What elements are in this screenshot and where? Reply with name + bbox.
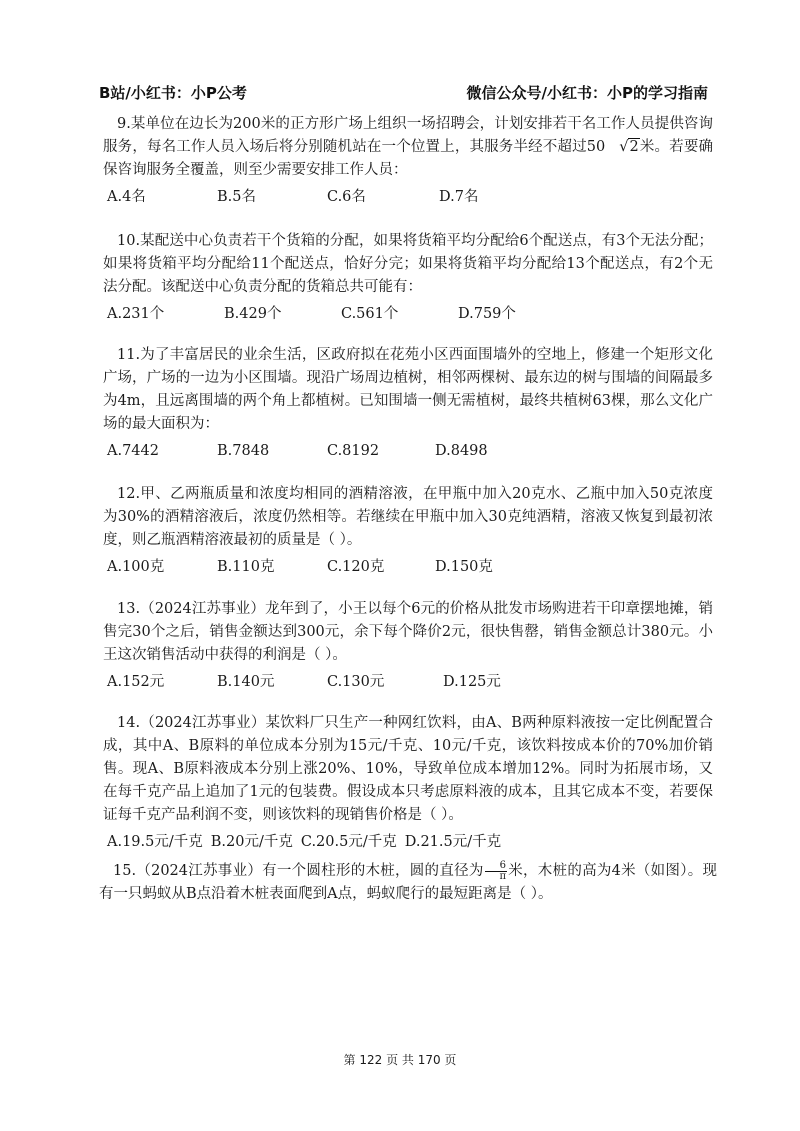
option-d: D.21.5元/千克 (404, 834, 502, 850)
option-d: D.125元 (443, 674, 501, 690)
option-a: A.19.5元/千克 (107, 834, 203, 850)
question-stem (103, 113, 713, 182)
option-b: B.20元/千克 (210, 834, 293, 850)
question-15 (99, 860, 717, 906)
question-stem (99, 860, 717, 906)
option-a: A.4名 (107, 189, 146, 205)
question-13 (103, 598, 713, 694)
option-a: A.100克 (107, 559, 165, 575)
question-text: 9.某单位在边长为200米的正方形广场上组织一场招聘会，计划安排若干名工作人员提供咨询服务，每名工作人员入场后将分别随机站在一个位置上，其服务半经不超过50 (103, 116, 713, 155)
option-d: D.759个 (458, 306, 516, 322)
sqrt-symbol: √2 (619, 139, 639, 155)
question-11 (103, 344, 713, 463)
options (103, 556, 713, 579)
fraction-numerator: 6 (485, 861, 507, 872)
option-d: D.7名 (439, 189, 479, 205)
header-left: B站/小红书：小P公考 (99, 84, 247, 102)
option-d: D.8498 (435, 443, 488, 459)
question-stem: 11.为了丰富居民的业余生活，区政府拟在花苑小区西面围墙外的空地上，修建一个矩形文化广场，广场的一边为小区围墙。现沿广场周边植树，相邻两棵树、最东边的树与围墙的间隔最多为4m，且远离围墙的两个角上都植树。已知围墙一侧无需植树，最终共植树63棵，那么文化广场的最大面积为： (103, 347, 713, 432)
option-b: B.429个 (224, 306, 282, 322)
option-d: D.150克 (435, 559, 493, 575)
question-stem: 10.某配送中心负责若干个货箱的分配，如果将货箱平均分配给6个配送点，有3个无法分配；如果将货箱平均分配给11个配送点，恰好分完；如果将货箱平均分配给13个配送点，有2个无法分配。该配送中心负责分配的货箱总共可能有： (103, 233, 713, 295)
options (103, 440, 713, 463)
options (103, 671, 713, 694)
question-stem: 14.（2024江苏事业）某饮料厂只生产一种网红饮料，由A、B两种原料液按一定比例配置合成，其中A、B原料的单位成本分别为15元/千克、10元/千克，该饮料按成本价的70%加价销售。现A、B原料液成本分别上涨20%、10%，导致单位成本增加12%。同时为拓展市场，又在每千克产品上追加了1元的包装费。假设成本只考虑原料液的成本，且其它成本不变，若要保证每千克产品利润不变，则该饮料的现销售价格是（ ）。 (103, 715, 713, 823)
options (103, 831, 713, 854)
question-text: 15.（2024江苏事业）有一个圆柱形的木桩，圆的直径为 (113, 863, 484, 879)
question-10 (103, 230, 713, 326)
header-right: 微信公众号/小红书：小P的学习指南 (466, 84, 708, 102)
page-number: 第 122 页 共 170 页 (343, 1053, 457, 1067)
option-a: A.152元 (107, 674, 165, 690)
options (103, 186, 713, 209)
question-14 (103, 712, 713, 854)
sqrt-radicand: 2 (629, 139, 639, 155)
question-text: 米。若要确保咨询服务全覆盖，则至少需要安排工作人员： (103, 139, 714, 178)
question-stem: 12.甲、乙两瓶质量和浓度均相同的酒精溶液，在甲瓶中加入20克水、乙瓶中加入50克浓度为30%的酒精溶液后，浓度仍然相等。若继续在甲瓶中加入30克纯酒精，溶液又恢复到最初浓度，则乙瓶酒精溶液最初的质量是（ ）。 (103, 486, 713, 548)
option-c: C.130元 (327, 674, 385, 690)
option-c: C.6名 (327, 189, 366, 205)
option-b: B.110克 (217, 559, 275, 575)
option-c: C.20.5元/千克 (300, 834, 397, 850)
option-a: A.231个 (107, 306, 165, 322)
question-stem: 13.（2024江苏事业）龙年到了，小王以每个6元的价格从批发市场购进若干印章摆地摊，销售完30个之后，销售金额达到300元，余下每个降价2元，很快售罄，销售金额总计380元。小王这次销售活动中获得的利润是（ ）。 (103, 601, 713, 663)
question-9 (103, 113, 713, 209)
option-b: B.7848 (217, 443, 270, 459)
options (103, 303, 713, 326)
option-c: C.561个 (341, 306, 399, 322)
question-text: 米，木桩的高为4米（如图）。现有一只蚂蚁从B点沿着木桩表面爬到A点，蚂蚁爬行的最短距离是（ ）。 (99, 863, 717, 902)
fraction (485, 861, 507, 882)
option-b: B.5名 (217, 189, 256, 205)
option-c: C.8192 (327, 443, 380, 459)
option-b: B.140元 (217, 674, 275, 690)
option-c: C.120克 (327, 559, 385, 575)
option-a: A.7442 (107, 443, 159, 459)
fraction-denominator: π (499, 870, 507, 882)
question-12 (103, 483, 713, 579)
